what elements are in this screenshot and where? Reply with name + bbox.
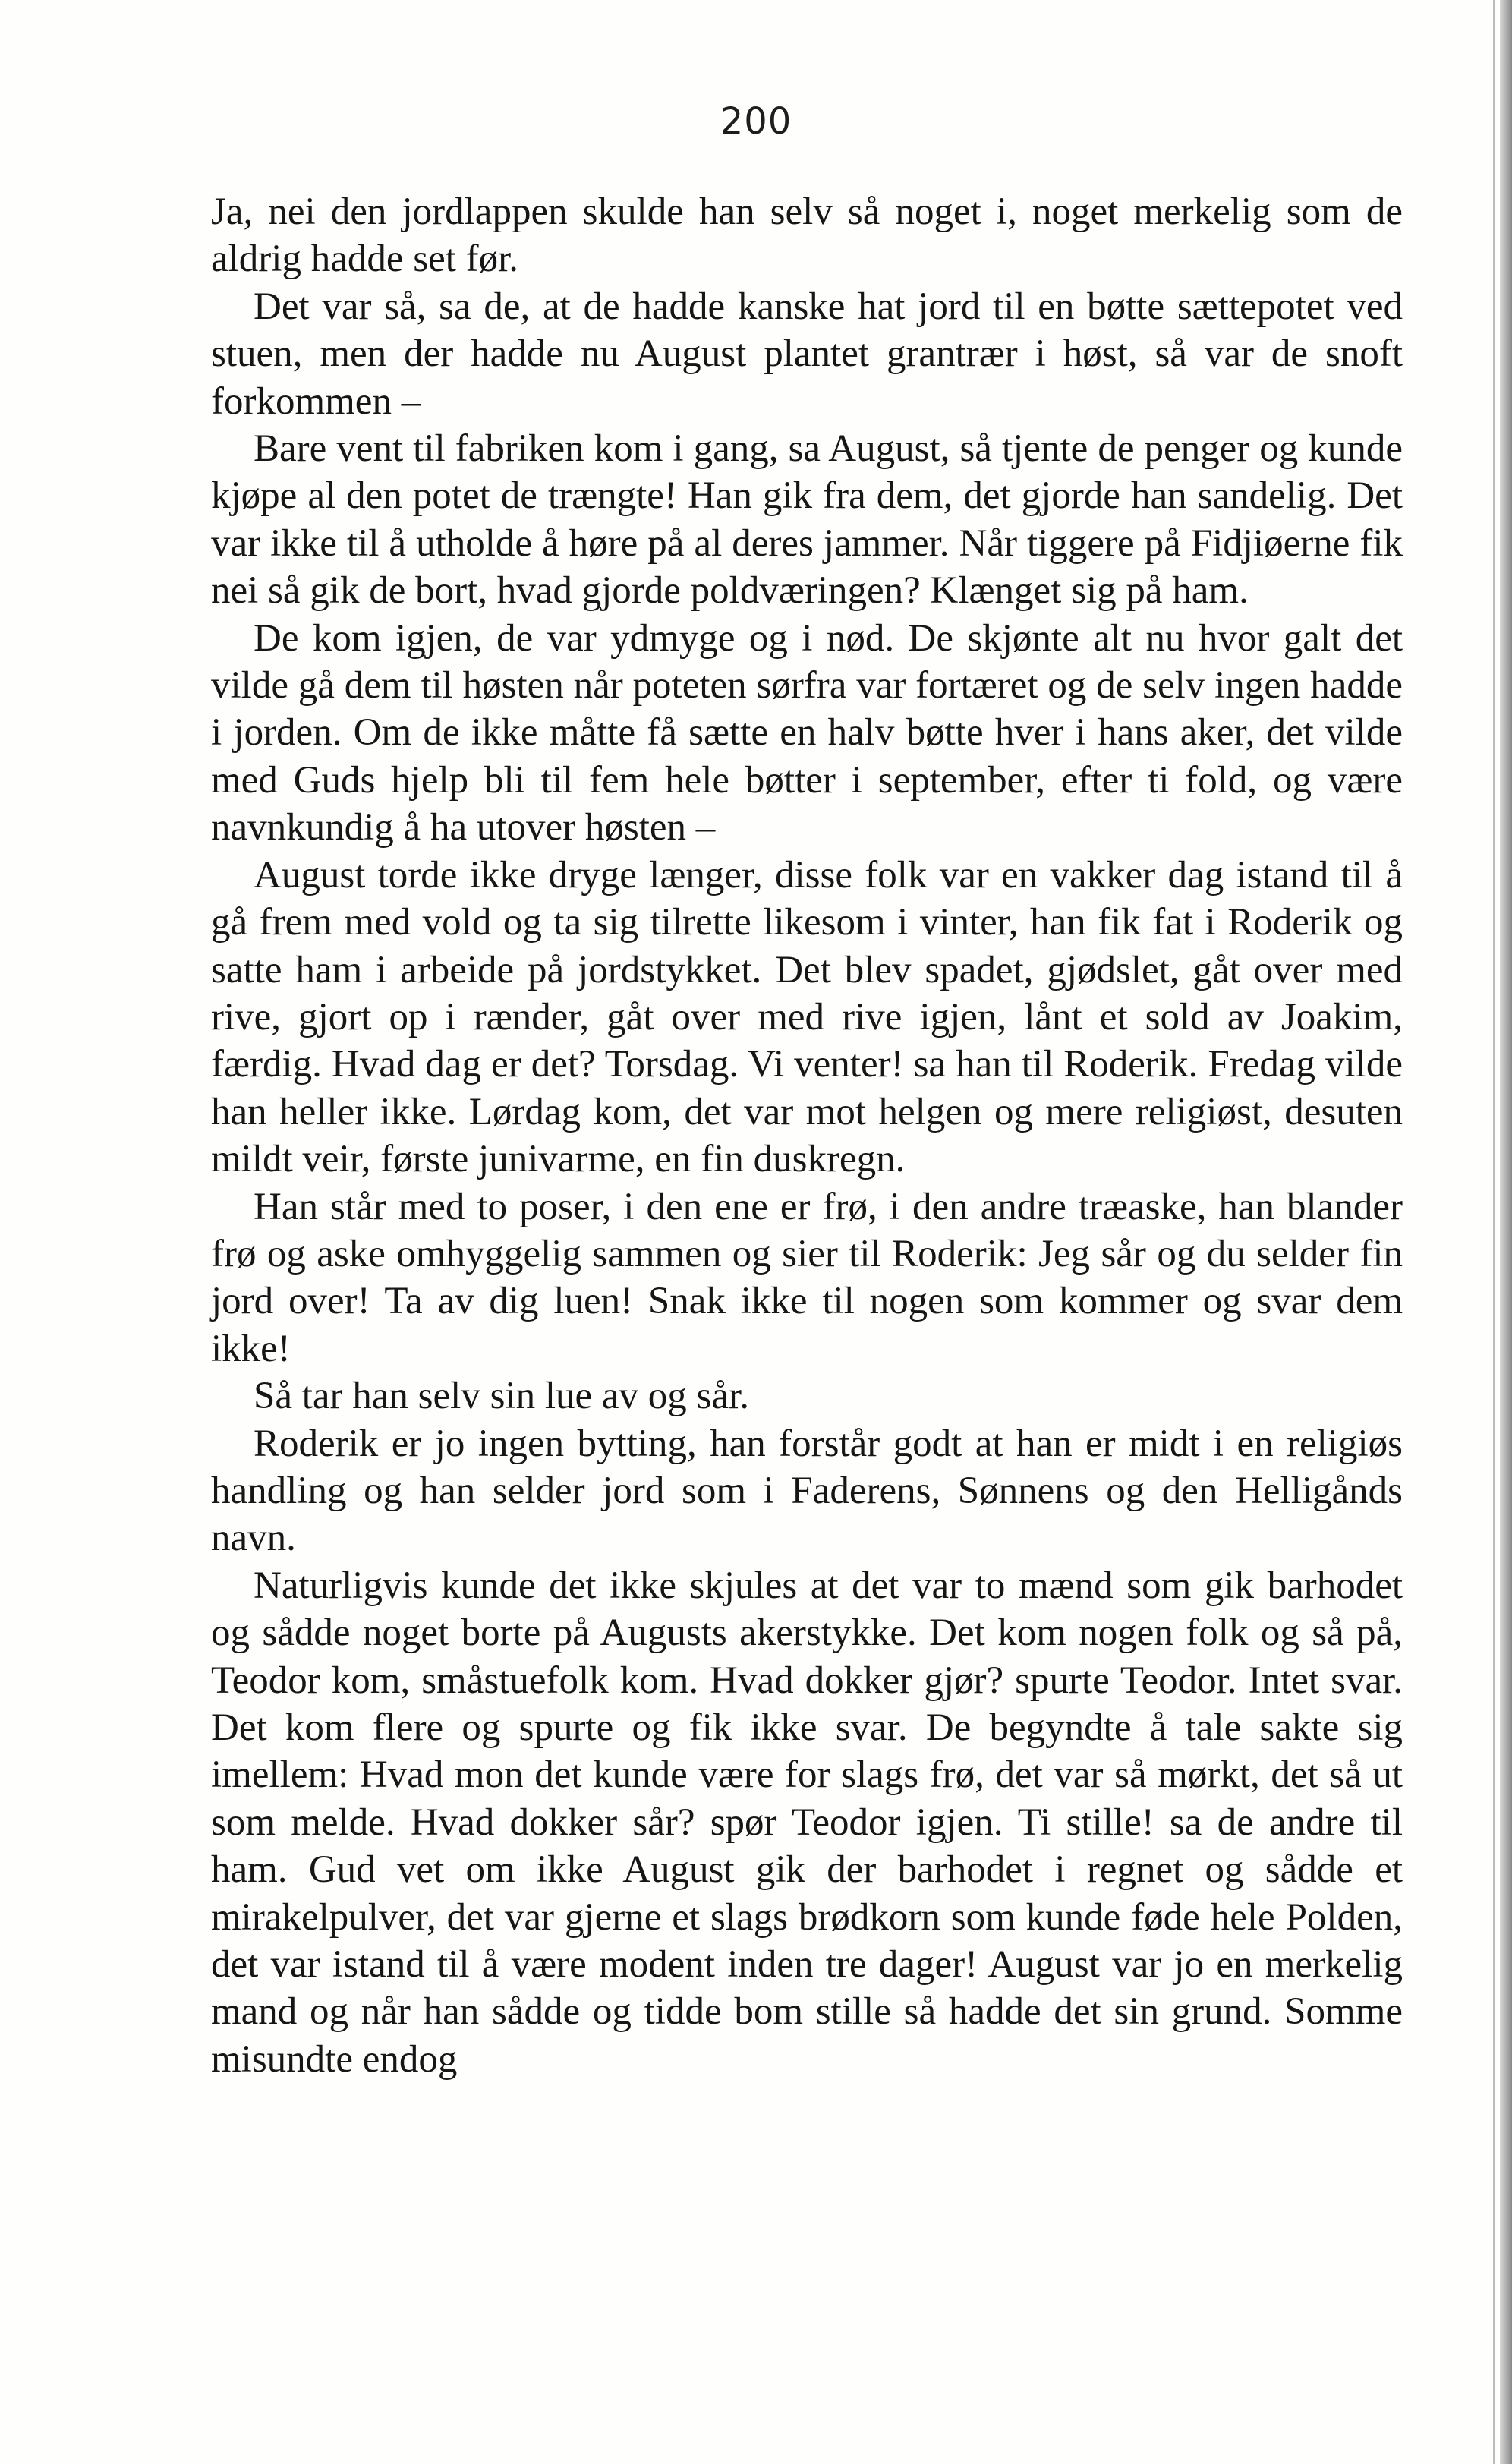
page-edge-line (1493, 0, 1495, 2464)
page-number: 200 (720, 100, 792, 143)
paragraph: Roderik er jo ingen bytting, han forstår godt at han er midt i en religiøs handling og han selder jord som i Faderens, Sønnens og den Helligånds navn. (211, 1422, 1403, 1560)
page-edge-shadow (1500, 0, 1512, 2464)
paragraph: Ja, nei den jordlappen skulde han selv så noget i, noget merkelig som de aldrig hadde set før. (211, 191, 1403, 281)
paragraph: August torde ikke dryge længer, disse folk var en vakker dag istand til å gå frem med vold og ta sig tilrette likesom i vinter, han fik fat i Roderik og satte ham i arbeide på jordstykket. Det blev spadet, gjødslet, gåt over med rive, gjort op i rænder, gåt over med rive igjen, lånt et sold av Joakim, færdig. Hvad dag er det? Torsdag. Vi venter! sa han til Roderik. Fredag vilde han heller ikke. Lørdag kom, det var mot helgen og mere religiøst, desuten mildt veir, første junivarme, en fin duskregn. (211, 853, 1403, 1181)
body-text (211, 188, 1403, 2083)
paragraph: Bare vent til fabriken kom i gang, sa August, så tjente de penger og kunde kjøpe al den potet de trængte! Han gik fra dem, det gjorde han sandelig. Det var ikke til å utholde å høre på al deres jammer. Når tiggere på Fidjiøerne fik nei så gik de bort, hvad gjorde poldværingen? Klænget sig på ham. (211, 427, 1403, 613)
paragraph: Det var så, sa de, at de hadde kanske hat jord til en bøtte sættepotet ved stuen, men der hadde nu August plantet grantrær i høst, så var de snoft forkommen – (211, 285, 1403, 423)
paragraph: Han står med to poser, i den ene er frø, i den andre træaske, han blander frø og aske omhyggelig sammen og sier til Roderik: Jeg sår og du selder fin jord over! Ta av dig luen! Snak ikke til nogen som kommer og svar dem ikke! (211, 1185, 1403, 1370)
paragraph: De kom igjen, de var ydmyge og i nød. De skjønte alt nu hvor galt det vilde gå dem til høsten når poteten sørfra var fortæret og de selv ingen hadde i jorden. Om de ikke måtte få sætte en halv bøtte hver i hans aker, det vilde med Guds hjelp bli til fem hele bøtter i september, efter ti fold, og være navnkundig å ha utover høsten – (211, 616, 1403, 849)
paragraph: Naturligvis kunde det ikke skjules at det var to mænd som gik barhodet og sådde noget borte på Augusts akerstykke. Det kom nogen folk og så på, Teodor kom, småstuefolk kom. Hvad dokker gjør? spurte Teodor. Intet svar. Det kom flere og spurte og fik ikke svar. De begyndte å tale sakte sig imellem: Hvad mon det kunde være for slags frø, det var så mørkt, det så ut som melde. Hvad dokker sår? spør Teodor igjen. Ti stille! sa de andre til ham. Gud vet om ikke August gik der barhodet i regnet og sådde et mirakelpulver, det var gjerne et slags brødkorn som kunde føde hele Polden, det var istand til å være modent inden tre dager! August var jo en merkelig mand og når han sådde og tidde bom stille så hadde det sin grund. Somme misundte endog (211, 1564, 1403, 2081)
paragraph: Så tar han selv sin lue av og sår. (254, 1375, 749, 1418)
